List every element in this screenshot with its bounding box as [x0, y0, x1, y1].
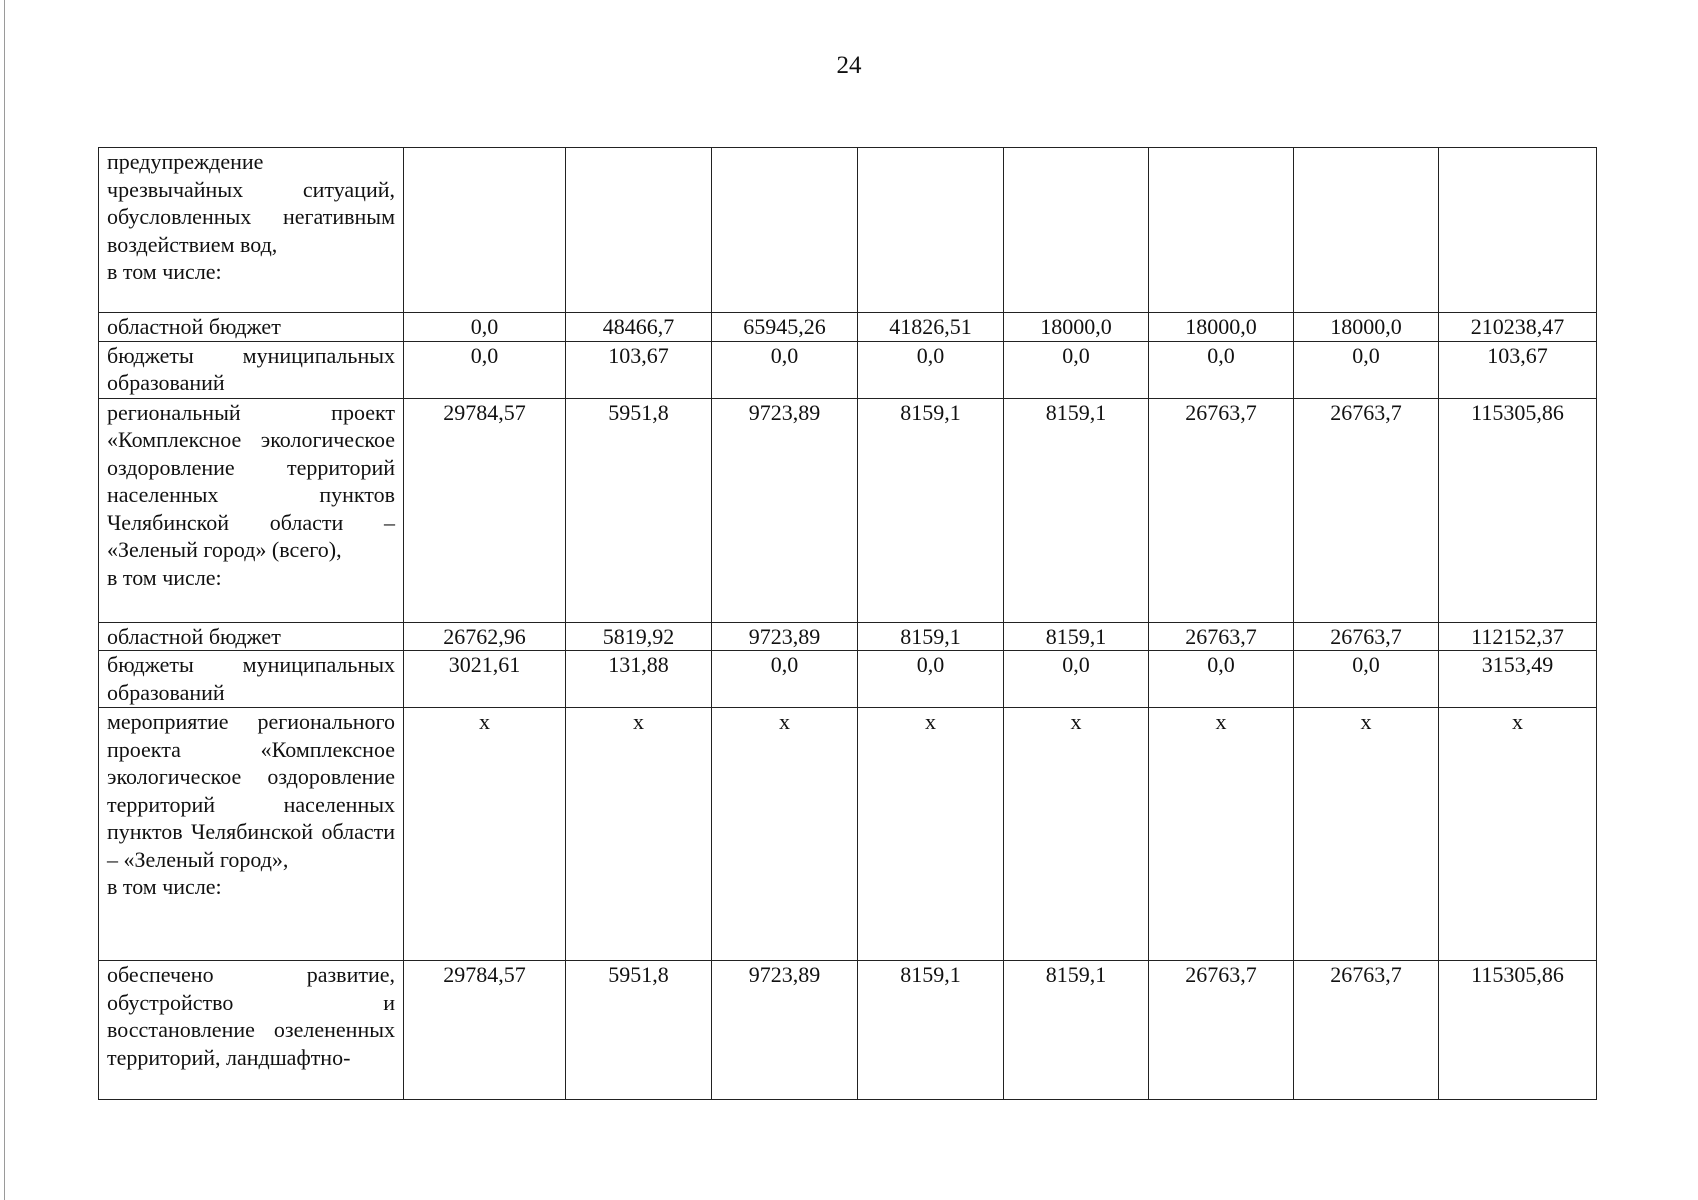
value-cell: 0,0 — [1149, 341, 1294, 398]
value-cell: х — [1439, 708, 1597, 961]
value-cell: 8159,1 — [1004, 622, 1149, 651]
value-cell: 0,0 — [712, 651, 858, 708]
row-label: областной бюджет — [99, 622, 404, 651]
value-cell: х — [1149, 708, 1294, 961]
value-cell: 9723,89 — [712, 961, 858, 1100]
value-cell — [1439, 148, 1597, 313]
value-cell: 103,67 — [1439, 341, 1597, 398]
value-cell: 26763,7 — [1149, 961, 1294, 1100]
value-cell: 115305,86 — [1439, 398, 1597, 622]
table-row — [99, 398, 1597, 622]
value-cell: х — [712, 708, 858, 961]
value-cell: х — [404, 708, 566, 961]
page-edge-line — [4, 0, 5, 1200]
value-cell: 0,0 — [404, 313, 566, 342]
row-label: областной бюджет — [99, 313, 404, 342]
value-cell: 0,0 — [712, 341, 858, 398]
value-cell: 0,0 — [858, 651, 1004, 708]
value-cell: 26763,7 — [1294, 961, 1439, 1100]
value-cell: 26762,96 — [404, 622, 566, 651]
value-cell: 8159,1 — [1004, 398, 1149, 622]
table-row — [99, 651, 1597, 708]
value-cell: 8159,1 — [858, 398, 1004, 622]
value-cell: 29784,57 — [404, 398, 566, 622]
budget-table — [98, 147, 1597, 1100]
value-cell — [712, 148, 858, 313]
value-cell: х — [1004, 708, 1149, 961]
value-cell: 112152,37 — [1439, 622, 1597, 651]
value-cell: 0,0 — [1294, 341, 1439, 398]
value-cell: 131,88 — [566, 651, 712, 708]
table-row — [99, 148, 1597, 313]
budget-table-body — [99, 148, 1597, 1100]
table-row — [99, 622, 1597, 651]
value-cell: 29784,57 — [404, 961, 566, 1100]
table-row — [99, 313, 1597, 342]
value-cell: 5951,8 — [566, 398, 712, 622]
value-cell — [858, 148, 1004, 313]
value-cell: 26763,7 — [1294, 622, 1439, 651]
value-cell: 3021,61 — [404, 651, 566, 708]
value-cell: 26763,7 — [1149, 622, 1294, 651]
value-cell: 3153,49 — [1439, 651, 1597, 708]
value-cell — [1149, 148, 1294, 313]
value-cell: 18000,0 — [1004, 313, 1149, 342]
value-cell: х — [858, 708, 1004, 961]
value-cell: 9723,89 — [712, 398, 858, 622]
table-row — [99, 708, 1597, 961]
page-number: 24 — [836, 52, 862, 79]
row-label: региональный проект «Комплексное экологическое оздоровление территорий населенных пунктов Челябинской области – «Зеленый город» (всего), в том числе: — [99, 398, 404, 622]
row-label: бюджеты муниципальных образований — [99, 651, 404, 708]
value-cell — [1294, 148, 1439, 313]
value-cell: 0,0 — [1004, 651, 1149, 708]
value-cell: 5951,8 — [566, 961, 712, 1100]
value-cell: 0,0 — [1004, 341, 1149, 398]
table-row — [99, 961, 1597, 1100]
value-cell: 26763,7 — [1294, 398, 1439, 622]
value-cell: 8159,1 — [858, 622, 1004, 651]
value-cell: 0,0 — [858, 341, 1004, 398]
row-label: мероприятие регионального проекта «Комплексное экологическое оздоровление территорий населенных пунктов Челябинской области – «Зеленый город», в том числе: — [99, 708, 404, 961]
value-cell: 26763,7 — [1149, 398, 1294, 622]
value-cell: 8159,1 — [858, 961, 1004, 1100]
value-cell: 0,0 — [1294, 651, 1439, 708]
value-cell: 103,67 — [566, 341, 712, 398]
value-cell: 48466,7 — [566, 313, 712, 342]
value-cell — [1004, 148, 1149, 313]
value-cell: 41826,51 — [858, 313, 1004, 342]
value-cell: 8159,1 — [1004, 961, 1149, 1100]
value-cell — [566, 148, 712, 313]
value-cell — [404, 148, 566, 313]
value-cell: 0,0 — [404, 341, 566, 398]
value-cell: 115305,86 — [1439, 961, 1597, 1100]
row-label: бюджеты муниципальных образований — [99, 341, 404, 398]
value-cell: 18000,0 — [1149, 313, 1294, 342]
row-label: предупреждение чрезвычайных ситуаций, обусловленных негативным воздействием вод, в том числе: — [99, 148, 404, 313]
value-cell: 18000,0 — [1294, 313, 1439, 342]
value-cell: х — [566, 708, 712, 961]
row-label: обеспечено развитие, обустройство и восстановление озелененных территорий, ландшафтно- — [99, 961, 404, 1100]
value-cell: 9723,89 — [712, 622, 858, 651]
value-cell: 5819,92 — [566, 622, 712, 651]
value-cell: 210238,47 — [1439, 313, 1597, 342]
table-row — [99, 341, 1597, 398]
value-cell: 0,0 — [1149, 651, 1294, 708]
value-cell: х — [1294, 708, 1439, 961]
value-cell: 65945,26 — [712, 313, 858, 342]
